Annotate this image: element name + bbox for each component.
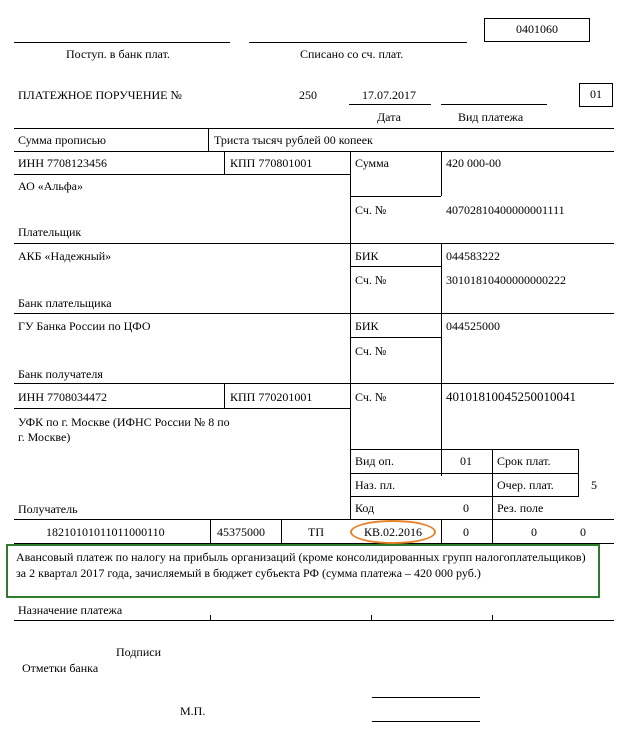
grid-line: [350, 337, 441, 338]
oktmo-value: 45375000: [217, 525, 265, 539]
grid-vline: [210, 519, 211, 543]
date-line: [349, 104, 431, 105]
date-label: Дата: [377, 110, 401, 124]
payment-purpose-box: Авансовый платеж по налогу на прибыль организаций (кроме консолидированных групп налогоплательщиков) за 2 квартал 2017 года, зачисляемый в бюджет субъекта РФ (сумма платежа – 420 000 руб.): [6, 544, 600, 598]
basis-value: ТП: [308, 525, 324, 539]
recipient-kpp: КПП 770201001: [230, 390, 313, 404]
grid-vline: [441, 151, 442, 196]
debited-line: [249, 42, 467, 43]
recipient-name-line2: г. Москве): [18, 430, 71, 444]
bank-marks-label: Отметки банка: [22, 661, 99, 675]
payer-name: АО «Альфа»: [18, 179, 83, 193]
recipient-bank-bik-label: БИК: [355, 319, 379, 333]
amount-words-top: [14, 128, 614, 129]
payer-kpp: КПП 770801001: [230, 156, 313, 170]
doc-number-value: 0: [463, 525, 469, 539]
form-code: 0401060: [484, 18, 590, 42]
grid-line: [350, 266, 441, 267]
naz-pl-label: Наз. пл.: [355, 478, 396, 492]
grid-vline: [350, 151, 351, 519]
kbk-value: 18210101011011000110: [46, 525, 165, 539]
debited-label: Списано со сч. плат.: [300, 47, 404, 61]
grid-vline: [224, 151, 225, 174]
ocher-label: Очер. плат.: [497, 478, 554, 492]
amount-words-label: Сумма прописью: [18, 133, 107, 147]
grid-vline: [441, 243, 442, 476]
recipient-account: 40101810045250010041: [446, 389, 576, 404]
purpose-bottom-tick: [210, 615, 211, 620]
signature-line-2: [372, 721, 480, 722]
srok-label: Срок плат.: [497, 454, 551, 468]
payer-bank-account: 30101810400000000222: [446, 273, 566, 287]
vid-op-label: Вид оп.: [355, 454, 394, 468]
period-value: КВ.02.2016: [364, 525, 423, 539]
recipient-bank-account-label: Сч. №: [355, 344, 387, 358]
signature-line-1: [372, 697, 480, 698]
grid-line: [14, 519, 614, 520]
payer-account-label: Сч. №: [355, 203, 387, 217]
rez-label: Рез. поле: [497, 501, 544, 515]
recipient-name-line1: УФК по г. Москве (ИФНС России № 8 по: [18, 415, 230, 429]
recipient-inn: ИНН 7708034472: [18, 390, 107, 404]
payer-bank-bik-label: БИК: [355, 249, 379, 263]
kod-value: 0: [463, 501, 469, 515]
grid-vline: [224, 383, 225, 408]
grid-line: [350, 473, 579, 474]
stamp-label: М.П.: [180, 704, 206, 718]
kod-label: Код: [355, 501, 375, 515]
rez-value: 0: [580, 525, 586, 539]
order-title: ПЛАТЕЖНОЕ ПОРУЧЕНИЕ №: [18, 88, 182, 102]
amount-words-value: Триста тысяч рублей 00 копеек: [214, 133, 373, 147]
received-label: Поступ. в банк плат.: [66, 47, 170, 61]
grid-line: [14, 313, 614, 314]
payment-purpose-label: Назначение платежа: [18, 603, 123, 617]
payer-account: 40702810400000001111: [446, 203, 565, 217]
ocher-value: 5: [591, 478, 597, 492]
grid-vline: [281, 519, 282, 543]
doc-date-value: 0: [531, 525, 537, 539]
payment-type-label: Вид платежа: [458, 110, 524, 124]
payer-bank-label: Банк плательщика: [18, 296, 112, 310]
order-number: 250: [299, 88, 317, 102]
purpose-bottom-tick: [371, 615, 372, 620]
grid-line: [14, 408, 350, 409]
payer-bank-name: АКБ «Надежный»: [18, 249, 112, 263]
grid-vline: [578, 449, 579, 496]
payer-label: Плательщик: [18, 225, 82, 239]
sum-value: 420 000-00: [446, 156, 501, 170]
grid-line: [350, 496, 579, 497]
payer-inn: ИНН 7708123456: [18, 156, 107, 170]
recipient-label: Получатель: [18, 502, 78, 516]
grid-line: [14, 151, 614, 152]
payer-bank-account-label: Сч. №: [355, 273, 387, 287]
grid-line: [350, 196, 441, 197]
recipient-bank-name: ГУ Банка России по ЦФО: [18, 319, 151, 333]
grid-line: [14, 383, 614, 384]
signatures-label: Подписи: [116, 645, 162, 659]
grid-vline: [492, 449, 493, 543]
vid-op-value: 01: [460, 454, 472, 468]
recipient-account-label: Сч. №: [355, 390, 387, 404]
received-line: [14, 42, 230, 43]
purpose-bottom-tick: [492, 615, 493, 620]
grid-line: [14, 243, 614, 244]
status-code-box: 01: [579, 83, 613, 107]
recipient-bank-label: Банк получателя: [18, 367, 103, 381]
grid-line: [14, 174, 350, 175]
payment-type-line: [441, 104, 547, 105]
grid-vline: [441, 519, 442, 543]
purpose-bottom-line: [14, 620, 614, 621]
grid-line: [350, 449, 579, 450]
amount-words-divider: [208, 128, 209, 151]
sum-label: Сумма: [355, 156, 389, 170]
order-date: 17.07.2017: [362, 88, 416, 102]
payer-bank-bik: 044583222: [446, 249, 500, 263]
recipient-bank-bik: 044525000: [446, 319, 500, 333]
